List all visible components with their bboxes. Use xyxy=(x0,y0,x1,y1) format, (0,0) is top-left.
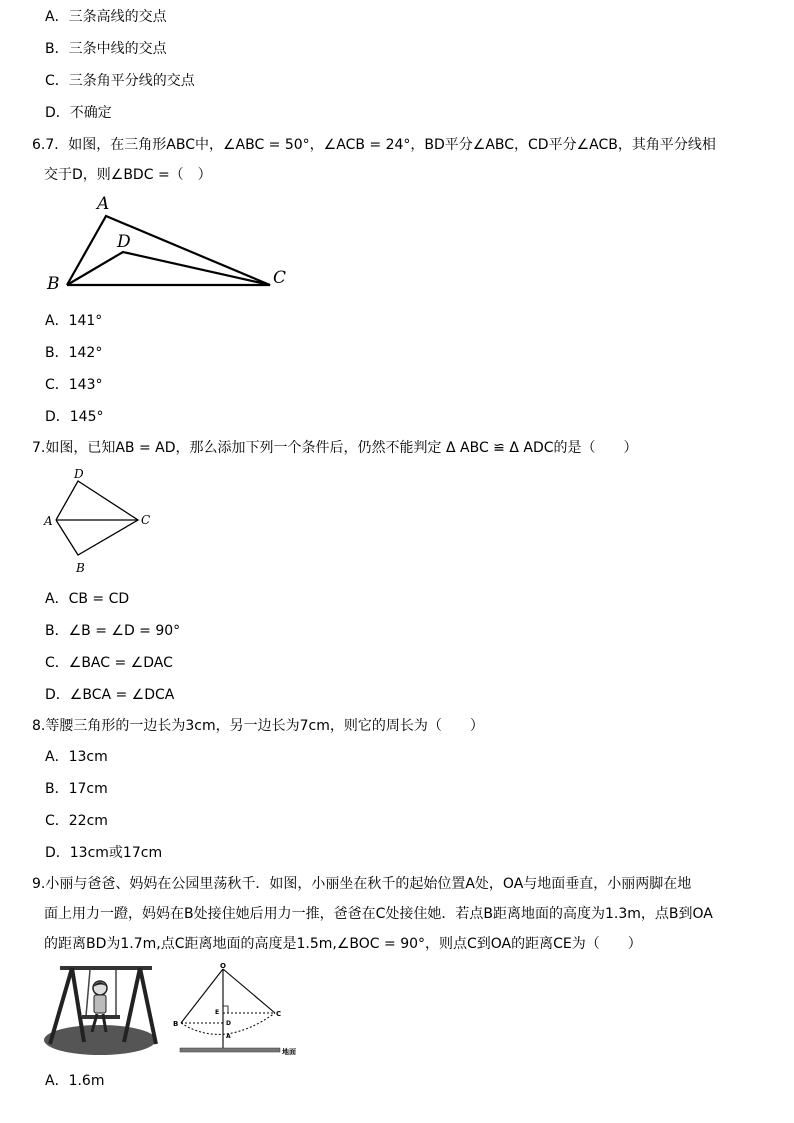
q7-label-a: A xyxy=(44,514,53,528)
q67-option-a: A．141° xyxy=(45,313,103,329)
diagram-line-oc xyxy=(223,969,275,1013)
q7-quadrilateral-outline xyxy=(56,481,138,555)
diagram-label-b: B xyxy=(173,1020,179,1028)
q7-option-c: C．∠BAC = ∠DAC xyxy=(45,655,173,671)
q9-question-line1: 9.小丽与爸爸、妈妈在公园里荡秋千．如图，小丽坐在秋千的起始位置A处，OA与地面垂直，小丽两脚在地 xyxy=(32,876,692,892)
swing-ground-shadow xyxy=(44,1025,156,1055)
q67-question-line2: 交于D，则∠BDC =（ ） xyxy=(44,167,212,183)
diagram-label-a: A xyxy=(226,1033,231,1040)
diagram-label-o: O xyxy=(220,962,226,970)
diagram-label-ground: 地面 xyxy=(282,1048,296,1056)
q7-option-b: B．∠B = ∠D = 90° xyxy=(45,623,181,639)
swing-seat xyxy=(82,1015,120,1019)
q9-geometry-diagram xyxy=(170,962,305,1062)
q7-label-d: D xyxy=(74,467,84,481)
diagram-label-d: D xyxy=(226,1020,231,1027)
q8-question: 8.等腰三角形的一边长为3cm，另一边长为7cm，则它的周长为（ ） xyxy=(32,718,484,734)
q7-label-b: B xyxy=(76,561,85,575)
q67-label-d: D xyxy=(117,232,131,252)
child-body xyxy=(94,995,106,1013)
diagram-label-c: C xyxy=(276,1010,282,1018)
q8-option-b: B．17cm xyxy=(45,781,108,797)
q67-triangle-figure xyxy=(40,190,300,300)
diagram-label-e: E xyxy=(215,1009,220,1016)
q67-label-b: B xyxy=(47,274,60,294)
q6-option-d: D．不确定 xyxy=(45,105,112,121)
q67-option-c: C．143° xyxy=(45,377,103,393)
q8-option-d: D．13cm或17cm xyxy=(45,845,163,861)
q8-option-c: C．22cm xyxy=(45,813,108,829)
q7-option-a: A．CB = CD xyxy=(45,591,130,607)
q67-label-a: A xyxy=(97,194,110,214)
q9-swing-illustration xyxy=(42,962,164,1057)
q67-triangle-outline xyxy=(67,216,270,285)
q9-option-a: A．1.6m xyxy=(45,1073,105,1089)
q67-option-b: B．142° xyxy=(45,345,103,361)
q67-question-line1: 6.7．如图，在三角形ABC中，∠ABC = 50°，∠ACB = 24°，BD平分∠ABC，CD平分∠ACB，其角平分线相 xyxy=(32,137,716,153)
q67-bisectors xyxy=(67,252,270,285)
diagram-right-angle-mark xyxy=(223,1006,228,1013)
q7-quadrilateral-figure xyxy=(40,465,165,580)
q7-label-c: C xyxy=(141,513,151,527)
q6-option-b: B．三条中线的交点 xyxy=(45,41,167,57)
q6-option-c: C．三条角平分线的交点 xyxy=(45,73,195,89)
q8-option-a: A．13cm xyxy=(45,749,108,765)
q9-question-line2: 面上用力一蹬，妈妈在B处接住她后用力一推，爸爸在C处接住她．若点B距离地面的高度为1.3m，点B到OA xyxy=(44,906,713,922)
q67-option-d: D．145° xyxy=(45,409,104,425)
q7-question: 7.如图，已知AB = AD，那么添加下列一个条件后，仍然不能判定 Δ ABC ≌ Δ ADC的是（ ） xyxy=(32,440,638,456)
q6-option-a: A．三条高线的交点 xyxy=(45,9,167,25)
q67-label-c: C xyxy=(273,268,287,288)
swing-rope-left xyxy=(86,970,90,1016)
q9-question-line3: 的距离BD为1.7m,点C距离地面的高度是1.5m,∠BOC = 90°，则点C到OA的距离CE为（ ） xyxy=(44,936,642,952)
diagram-ground xyxy=(180,1048,280,1052)
q7-option-d: D．∠BCA = ∠DCA xyxy=(45,687,175,703)
